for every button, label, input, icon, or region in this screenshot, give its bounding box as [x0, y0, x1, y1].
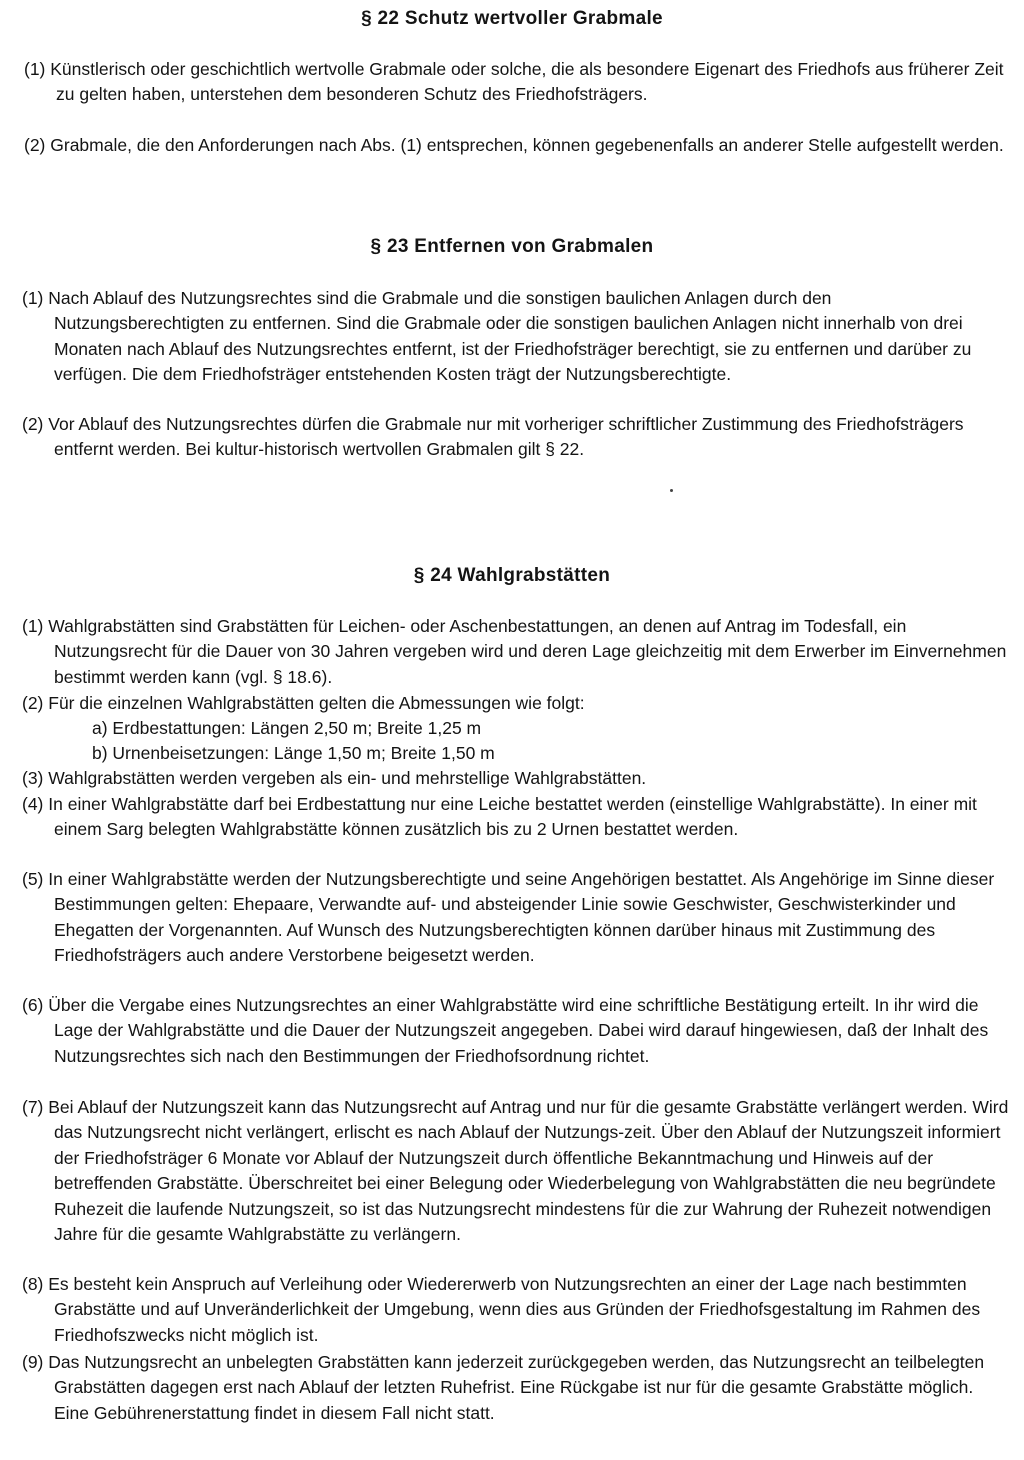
- sub-item-b: b) Urnenbeisetzungen: Länge 1,50 m; Breite 1,50 m: [92, 743, 495, 763]
- paragraph-24-6: (6) Über die Vergabe eines Nutzungsrechtes an einer Wahlgrabstätte wird eine schriftliche Bestätigung erteilt. In ihr wird die Lage der Wahlgrabstätte und die Dauer der Nutzungszeit angegeben. Dabei wird darauf hingewiesen, daß der Inhalt des Nutzungsrechtes sich nach den Bestimmungen der Friedhofsordnung richtet.: [22, 995, 989, 1066]
- paragraph-24-3: (3) Wahlgrabstätten werden vergeben als ein- und mehrstellige Wahlgrabstätten.: [22, 768, 647, 788]
- section-heading-22: § 22 Schutz wertvoller Grabmale: [361, 8, 663, 29]
- section-heading-23: § 23 Entfernen von Grabmalen: [370, 236, 654, 257]
- section-heading-24: § 24 Wahlgrabstätten: [413, 565, 611, 586]
- paragraph-23-2: (2) Vor Ablauf des Nutzungsrechtes dürfen die Grabmale nur mit vorheriger schriftlicher Zustimmung des Friedhofsträgers entfernt werden. Bei kultur-historisch wertvollen Grabmalen gilt § 22.: [22, 414, 964, 460]
- paragraph-22-1: (1) Künstlerisch oder geschichtlich wertvolle Grabmale oder solche, die als besondere Eigenart des Friedhofs aus früherer Zeit zu gelten haben, unterstehen dem besonderen Schutz des Friedhofsträgers.: [24, 59, 1004, 105]
- paragraph-23-1: (1) Nach Ablauf des Nutzungsrechtes sind die Grabmale und die sonstigen baulichen Anlagen durch den Nutzungsberechtigten zu entfernen. Sind die Grabmale oder die sonstigen baulichen Anlagen nicht innerhalb von drei Monaten nach Ablauf des Nutzungsrechtes entfernt, ist der Friedhofsträger berechtigt, sie zu entfernen und darüber zu verfügen. Die dem Friedhofsträger entstehenden Kosten trägt der Nutzungsberechtigte.: [22, 288, 972, 385]
- paragraph-24-8: (8) Es besteht kein Anspruch auf Verleihung oder Wiedererwerb von Nutzungsrechten an einer der Lage nach bestimmten Grabstätte und auf Unveränderlichkeit der Umgebung, wenn dies aus Gründen der Friedhofsgestaltung im Rahmen des Friedhofszwecks nicht möglich ist.: [22, 1274, 981, 1345]
- paragraph-24-9: (9) Das Nutzungsrecht an unbelegten Grabstätten kann jederzeit zurückgegeben werden, das Nutzungsrecht an teilbelegten Grabstätten dagegen erst nach Ablauf der letzten Ruhefrist. Eine Rückgabe ist nur für die gesamte Grabstätte möglich. Eine Gebührenerstattung findet in diesem Fall nicht statt.: [22, 1352, 985, 1423]
- paragraph-24-2: (2) Für die einzelnen Wahlgrabstätten gelten die Abmessungen wie folgt:: [22, 693, 585, 713]
- paragraph-24-7: (7) Bei Ablauf der Nutzungszeit kann das Nutzungsrecht auf Antrag und nur für die gesamte Grabstätte verlängert werden. Wird das Nutzungsrecht nicht verlängert, erlischt es nach Ablauf der Nutzungs-zeit. Über den Ablauf der Nutzungszeit informiert der Friedhofsträger 6 Monate vor Ablauf der Nutzungszeit durch öffentliche Bekanntmachung und Hinweis auf der betreffenden Grabstätte. Überschreitet bei einer Belegung oder Wiederbelegung von Wahlgrabstätten die neu begründete Ruhezeit die laufende Nutzungszeit, so ist das Nutzungsrecht mindestens für die zur Wahrung der Ruhezeit notwendigen Jahre für die gesamte Wahlgrabstätte zu verlängern.: [22, 1097, 1009, 1245]
- sub-item-a: a) Erdbestattungen: Längen 2,50 m; Breite 1,25 m: [92, 718, 482, 738]
- paragraph-24-1: (1) Wahlgrabstätten sind Grabstätten für Leichen- oder Aschenbestattungen, an denen auf Antrag im Todesfall, ein Nutzungsrecht für die Dauer von 30 Jahren vergeben wird und deren Lage gleichzeitig mit dem Erwerber im Einvernehmen bestimmt werden kann (vgl. § 18.6).: [22, 616, 1007, 687]
- paragraph-22-2: (2) Grabmale, die den Anforderungen nach Abs. (1) entsprechen, können gegebenenfalls an anderer Stelle aufgestellt werden.: [24, 135, 1004, 155]
- paragraph-24-4: (4) In einer Wahlgrabstätte darf bei Erdbestattung nur eine Leiche bestattet werden (einstellige Wahlgrabstätte). In einer mit einem Sarg belegten Wahlgrabstätte können zusätzlich bis zu 2 Urnen bestattet werden.: [22, 794, 977, 840]
- paragraph-24-5: (5) In einer Wahlgrabstätte werden der Nutzungsberechtigte und seine Angehörigen bestattet. Als Angehörige im Sinne dieser Bestimmungen gelten: Ehepaare, Verwandte auf- und absteigender Linie sowie Geschwister, Geschwisterkinder und Ehegatten der Vorgenannten. Auf Wunsch des Nutzungsberechtigten können darüber hinaus mit Zustimmung des Friedhofsträgers auch andere Verstorbene beigesetzt werden.: [22, 869, 995, 966]
- scan-speck: [670, 489, 673, 492]
